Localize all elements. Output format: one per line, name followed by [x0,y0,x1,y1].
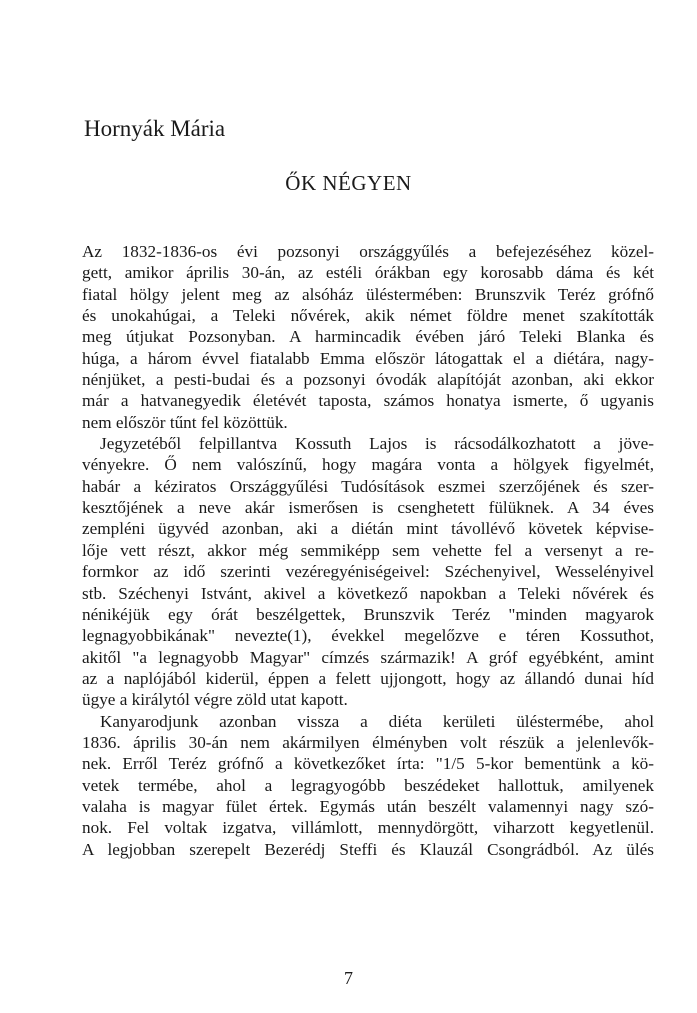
text-line: vényekre. Ő nem valószínű, hogy magára vonta a hölgyek figyelmét, [82,455,654,475]
author-name: Hornyák Mária [84,116,226,141]
paragraph-3 [82,711,654,860]
text-line: 1836. április 30-án nem akármilyen élményben volt részük a jelenlevők- [82,732,654,752]
text-line: nénikéjük egy órát beszélgettek, Brunszvik Teréz "minden magyarok [82,604,654,624]
text-line: A legjobban szerepelt Bezerédj Steffi és Klauzál Csongrádból. Az ülés [82,839,654,859]
text-line: húga, a három évvel fiatalabb Emma először látogattak el a diétára, nagy- [82,348,654,368]
text-line: Az 1832-1836-os évi pozsonyi országgyűlés a befejezéséhez közel- [82,242,654,261]
text-line: és unokahúgai, a Teleki nővérek, akik német földre menet szakították [82,306,654,326]
text-line: meg útjukat Pozsonyban. A harmincadik évében járó Teleki Blanka és [82,327,654,347]
text-line: Kanyarodjunk azonban vissza a diéta kerületi üléstermébe, ahol [100,711,654,731]
text-line: akitől "a legnagyobb Magyar" címzés származik! A gróf egyébként, amint [82,647,654,667]
text-line: legnagyobbikának" nevezte(1), évekkel megelőzve e téren Kossuthot, [82,626,654,646]
text-line: valaha is magyar fület értek. Egymás után beszélt valamennyi nagy szó- [82,796,654,816]
text-line: vetek termébe, ahol a legragyogóbb beszédeket hallottuk, amilyenek [82,775,654,795]
text-line: Jegyzetéből felpillantva Kossuth Lajos is rácsodálkozhatott a jöve- [100,434,654,454]
text-line: már a hatvanegyedik életévét taposta, számos honatya ismerte, ő ugyanis [82,391,654,411]
text-line: az a naplójából kiderül, éppen a felett ujjongott, hogy az állandó dunai híd [82,668,654,688]
text-line: gett, amikor április 30-án, az estéli órákban egy korosabb dáma és két [82,263,654,283]
text-line: nem először tűnt fel közöttük. [82,412,288,432]
text-line: nek. Erről Teréz grófnő a következőket írta: "1/5 5-kor bementünk a kö- [82,754,654,774]
text-line: ügye a királytól végre zöld utat kapott. [82,690,348,710]
text-line: habár a kéziratos Országgyűlési Tudósítások eszmei szerzőjének és szer- [82,476,654,496]
paragraph-1 [82,241,654,433]
text-line: nénjüket, a pesti-budai és a pozsonyi óvodák alapítóját azonban, aki ekkor [82,370,654,390]
text-line: lője vett részt, akkor még semmiképp sem vehette fel a versenyt a re- [82,540,654,560]
text-line: zempléni ügyvéd azonban, aki a diétán mint távollévő követek képvise- [82,519,654,539]
chapter-title: ŐK NÉGYEN [285,171,412,195]
page-number: 7 [344,968,353,988]
text-line: fiatal hölgy jelent meg az alsóház üléstermében: Brunszvik Teréz grófnő [82,284,654,304]
body-text [82,241,654,860]
paragraph-2 [82,433,654,710]
text-line: kesztőjének a neve akár ismerősen is csenghetett fülüknek. A 34 éves [82,498,654,518]
text-line: stb. Széchenyi Istvánt, akivel a következő napokban a Teleki nővérek és [82,583,654,603]
text-line: formkor az idő szerinti vezéregyéniségeivel: Széchenyivel, Wesselényivel [82,562,654,582]
text-line: nok. Fel voltak izgatva, villámlott, mennydörgött, viharzott kegyetlenül. [82,818,654,838]
